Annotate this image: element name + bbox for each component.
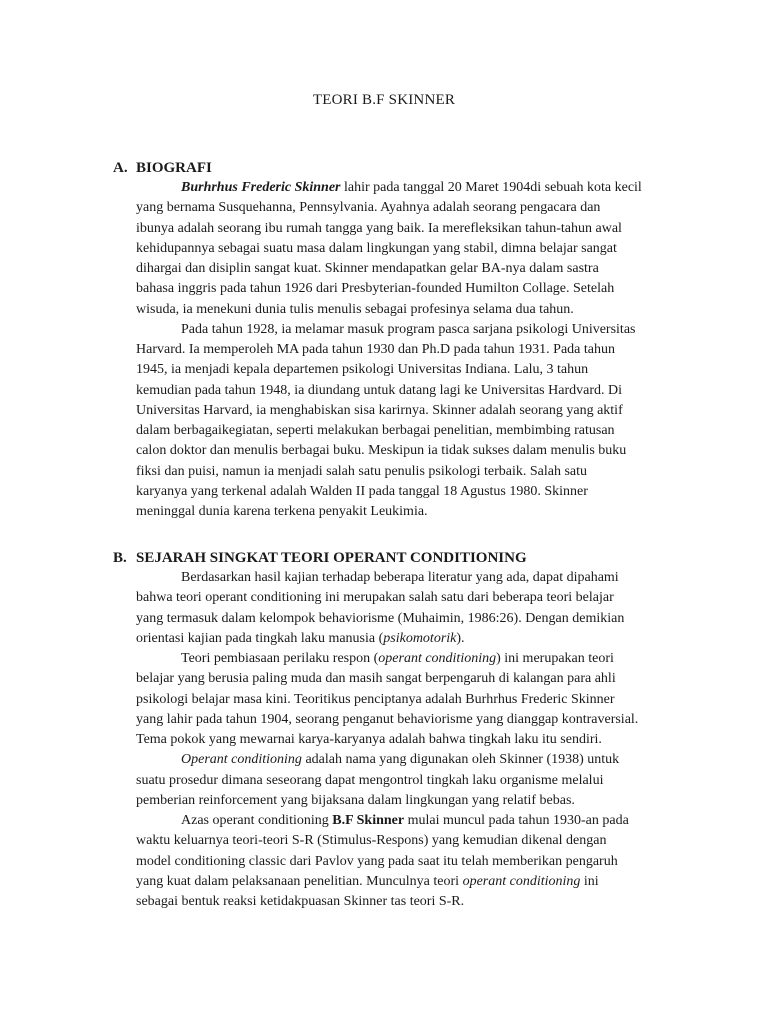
- text-run: karyanya yang terkenal adalah Walden II pada tanggal 18 Agustus 1980. Skinner: [136, 483, 588, 499]
- text-run: bahasa inggris pada tahun 1926 dari Presbyterian-founded Humilton Collage. Setelah: [136, 281, 615, 297]
- text-line: [136, 462, 666, 482]
- section-heading: [0, 158, 768, 178]
- text-run: Harvard. Ia memperoleh MA pada tahun 1930 dan Ph.D pada tahun 1931. Pada tahun: [136, 342, 615, 357]
- text-line: [136, 239, 666, 259]
- text-line: [136, 831, 666, 851]
- text-line: [136, 381, 666, 401]
- text-run: Berdasarkan hasil kajian terhadap beberapa literatur yang ada, dapat dipahami: [181, 570, 619, 585]
- text-run: ).: [456, 630, 465, 646]
- text-run: Universitas Harvard, ia menghabiskan sisa karirnya. Skinner adalah seorang yang aktif: [136, 402, 623, 418]
- text-line: [136, 710, 666, 730]
- text-line: [136, 441, 666, 461]
- text-run: sebagai bentuk reaksi ketidakpuasan Skinner tas teori S-R.: [136, 894, 465, 909]
- text-run: kehidupannya sebagai suatu masa dalam lingkungan yang stabil, dimna belajar sangat: [136, 240, 617, 256]
- text-line: [136, 360, 666, 380]
- text-line: [136, 750, 666, 770]
- document-title: TEORI B.F SKINNER: [312, 92, 456, 108]
- text-line: [136, 791, 666, 811]
- text-line: [136, 730, 666, 750]
- text-line: [136, 300, 666, 320]
- text-run: adalah nama yang digunakan oleh Skinner (1938) untuk: [301, 752, 620, 768]
- text-line: [136, 279, 666, 299]
- text-run: wisuda, ia menekuni dunia tulis menulis sebagai profesinya selama dua tahun.: [136, 301, 574, 317]
- text-line: [136, 320, 666, 340]
- text-line: [136, 892, 666, 912]
- section-letter: A.: [113, 160, 128, 176]
- text-line: [136, 340, 666, 360]
- text-run: Azas operant conditioning: [181, 813, 333, 828]
- section-letter: B.: [113, 550, 127, 566]
- section-body: [136, 178, 666, 522]
- text-run: Teori pembiasaan perilaku respon (: [181, 651, 379, 666]
- text-line: [136, 771, 666, 791]
- emphasis-text: B.F Skinner: [332, 813, 405, 828]
- text-line: [136, 259, 666, 279]
- text-line: [136, 421, 666, 441]
- text-line: [136, 482, 666, 502]
- text-run: orientasi kajian pada tingkah laku manusia (: [136, 630, 384, 646]
- text-run: fiksi dan puisi, namun ia menjadi salah satu penulis psikologi terbaik. Salah satu: [136, 463, 588, 479]
- text-line: [136, 629, 666, 649]
- text-line: [136, 219, 666, 239]
- text-run: suatu prosedur dimana seseorang dapat mengontrol tingkah laku organisme melalui: [136, 772, 604, 788]
- text-run: yang lahir pada tahun 1904, seorang penganut behaviorisme yang dianggap kontraversial.: [136, 711, 639, 727]
- text-line: [136, 401, 666, 421]
- text-line: [136, 649, 666, 669]
- text-line: [136, 690, 666, 710]
- text-run: pemberian reinforcement yang bijaksana dalam lingkungan yang relatif bebas.: [136, 792, 575, 808]
- section-biografi: [0, 158, 768, 519]
- text-run: ini: [580, 873, 599, 889]
- text-run: yang kuat dalam pelaksanaan penelitian. Munculnya teori: [136, 873, 463, 889]
- text-run: mulai muncul pada tahun 1930-an pada: [404, 813, 629, 828]
- section-heading: [0, 548, 768, 568]
- emphasis-text: psikomotorik: [383, 630, 457, 646]
- text-line: [136, 852, 666, 872]
- text-run: yang termasuk dalam kelompok behaviorisme (Muhaimin, 1986:26). Dengan demikian: [136, 610, 625, 626]
- section-title: SEJARAH SINGKAT TEORI OPERANT CONDITIONING: [136, 550, 527, 566]
- text-line: [136, 198, 666, 218]
- emphasis-text: Operant conditioning: [181, 752, 302, 768]
- text-run: belajar yang berusia paling muda dan masih sangat berpengaruh di kalangan para ahli: [136, 671, 616, 687]
- text-line: [136, 669, 666, 689]
- text-line: [136, 872, 666, 892]
- text-line: [136, 811, 666, 831]
- text-line: [136, 588, 666, 608]
- text-line: [136, 502, 666, 522]
- text-run: meninggal dunia karena terkena penyakit Leukimia.: [136, 504, 428, 519]
- section-body: [136, 568, 666, 912]
- text-run: Pada tahun 1928, ia melamar masuk program pasca sarjana psikologi Universitas: [181, 321, 636, 337]
- text-run: lahir pada tanggal 20 Maret 1904di sebuah kota kecil: [340, 180, 642, 195]
- text-run: calon doktor dan menulis berbagai buku. Meskipun ia tidak sukses dalam menulis buku: [136, 443, 627, 459]
- text-run: bahwa teori operant conditioning ini merupakan salah satu dari beberapa teori belajar: [136, 590, 614, 606]
- section-title: BIOGRAFI: [136, 160, 212, 176]
- text-line: [136, 178, 666, 198]
- text-run: ) ini merupakan teori: [496, 651, 614, 666]
- text-run: 1945, ia menjadi kepala departemen psikologi Universitas Indiana. Lalu, 3 tahun: [136, 362, 589, 378]
- text-run: dihargai dan disiplin sangat kuat. Skinner mendapatkan gelar BA-nya dalam sastra: [136, 261, 599, 276]
- text-run: dalam berbagaikegiatan, seperti melakukan berbagai penelitian, membimbing ratusan: [136, 423, 615, 438]
- text-line: [136, 568, 666, 588]
- text-run: Tema pokok yang mewarnai karya-karyanya adalah bahwa tingkah laku itu sendiri.: [136, 732, 602, 747]
- emphasis-text: operant conditioning: [378, 651, 497, 666]
- emphasis-text: operant conditioning: [462, 873, 581, 889]
- section-sejarah: [0, 548, 768, 909]
- text-run: yang bernama Susquehanna, Pennsylvania. Ayahnya adalah seorang pengacara dan: [136, 200, 601, 216]
- text-run: psikologi belajar masa kini. Teoritikus penciptanya adalah Burhrhus Frederic Skinner: [136, 691, 615, 707]
- text-run: waktu keluarnya teori-teori S-R (Stimulus-Respons) yang kemudian dikenal dengan: [136, 833, 607, 849]
- text-run: model conditioning classic dari Pavlov yang pada saat itu telah memberikan pengaruh: [136, 853, 618, 869]
- text-run: ibunya adalah seorang ibu rumah tangga yang baik. Ia merefleksikan tahun-tahun awal: [136, 220, 622, 236]
- text-line: [136, 609, 666, 629]
- emphasis-text: Burhrhus Frederic Skinner: [181, 180, 341, 195]
- text-run: kemudian pada tahun 1948, ia diundang untuk datang lagi ke Universitas Hardvard. Di: [136, 382, 622, 398]
